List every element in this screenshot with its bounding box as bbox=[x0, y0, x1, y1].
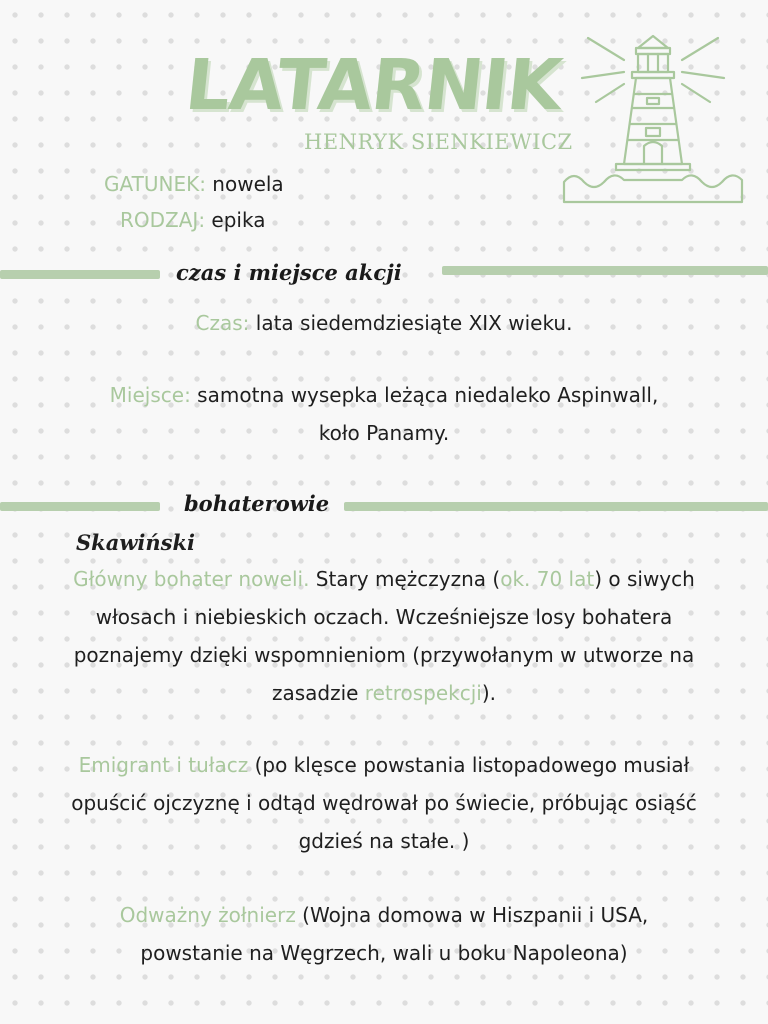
place-line bbox=[0, 376, 768, 452]
time-label: Czas: bbox=[195, 311, 250, 335]
genre-line bbox=[104, 172, 284, 196]
character-name: Skawiński bbox=[76, 530, 195, 555]
body-text: (po klęsce powstania listopadowego musiał opuścić ojczyznę i odtąd wędrował po świecie, próbując osiąść gdzieś na stałe. ) bbox=[71, 753, 697, 853]
highlight-text: Emigrant i tułacz bbox=[78, 753, 249, 777]
body-text: ) o siwych włosach i niebieskich oczach. Wcześniejsze losy bohatera poznajemy dzięki wspomnieniom (przywołanym w utworze na zasadzie bbox=[73, 567, 695, 705]
lighthouse-icon bbox=[560, 32, 746, 208]
place-label: Miejsce: bbox=[109, 383, 191, 407]
body-text: Stary mężczyzna ( bbox=[309, 567, 501, 591]
section-divider-left bbox=[0, 502, 160, 511]
highlight-text: Odważny żołnierz bbox=[119, 903, 296, 927]
highlight-text: Główny bohater noweli. bbox=[73, 567, 310, 591]
highlight-text: ok. 70 lat bbox=[500, 567, 595, 591]
author-name: HENRYK SIENKIEWICZ bbox=[304, 130, 573, 154]
section-heading-characters: bohaterowie bbox=[184, 491, 330, 516]
body-text: ). bbox=[481, 681, 497, 705]
kind-value: epika bbox=[205, 208, 266, 232]
character-paragraph bbox=[48, 560, 720, 712]
section-heading-time-place: czas i miejsce akcji bbox=[176, 260, 402, 285]
time-line bbox=[0, 304, 768, 342]
section-divider-left bbox=[0, 270, 160, 279]
character-paragraph bbox=[80, 896, 688, 972]
time-value: lata siedemdziesiąte XIX wieku. bbox=[249, 311, 573, 335]
body-text: (Wojna domowa w Hiszpanii i USA, powstanie na Węgrzech, wali u boku Napoleona) bbox=[140, 903, 649, 965]
character-paragraph bbox=[64, 746, 704, 860]
section-divider-right bbox=[442, 266, 768, 275]
genre-value: nowela bbox=[205, 172, 284, 196]
highlight-text: retrospekcji bbox=[364, 681, 482, 705]
page-title: LATARNIK bbox=[181, 44, 565, 126]
place-value-continued: koło Panamy. bbox=[318, 421, 450, 445]
section-divider-right bbox=[344, 502, 768, 511]
genre-label: GATUNEK: bbox=[104, 172, 206, 196]
place-value: samotna wysepka leżąca niedaleko Aspinwall, bbox=[190, 383, 659, 407]
kind-label: RODZAJ: bbox=[120, 208, 206, 232]
kind-line bbox=[120, 208, 265, 232]
